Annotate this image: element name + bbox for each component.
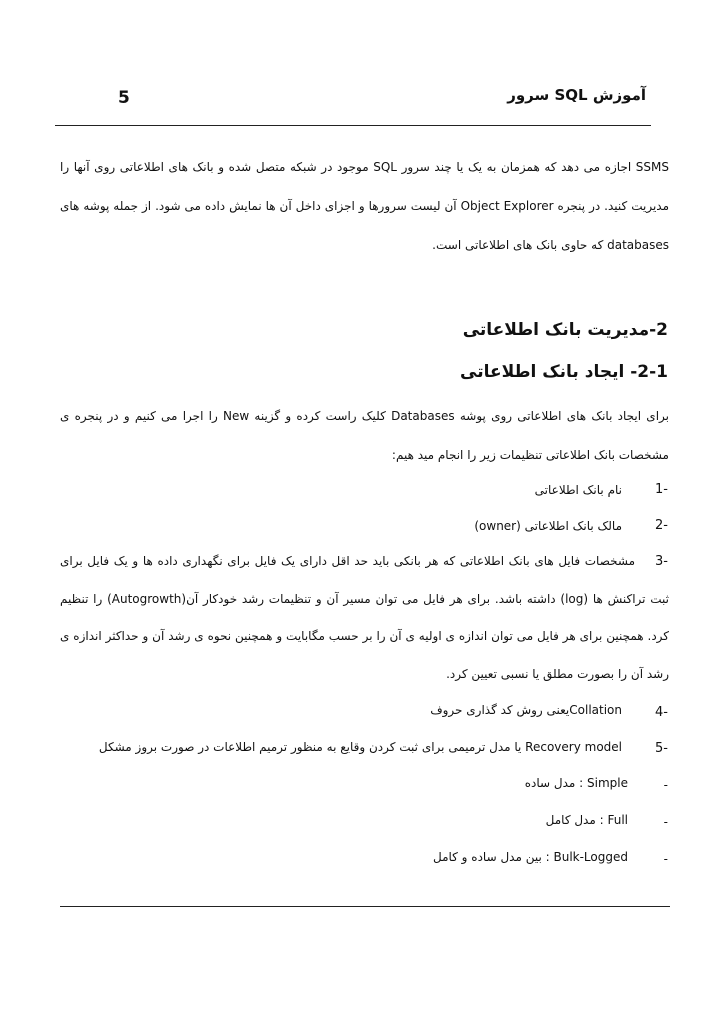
list-item-text: مالک بانک اطلاعاتی (owner) [474,519,622,533]
list-item-text: Collationیعنی روش کد گذاری حروف [430,703,622,717]
page-number: 5 [118,88,130,108]
recovery-model-bulk-logged: Bulk-Logged : بین مدل ساده و کامل [432,850,628,864]
list-item-number: 1- [655,482,668,497]
list-item-number: 5- [655,741,668,756]
list-item-text: Recovery model یا مدل ترمیمی برای ثبت کردن وقایع به منظور ترمیم اطلاعات در صورت بروز مشکل [98,740,622,754]
subsection-heading: 2-1- ایجاد بانک اطلاعاتی [460,362,668,382]
footer-divider [60,906,670,907]
section-heading: 2-مدیریت بانک اطلاعاتی [462,320,668,340]
list-bullet: - [663,778,668,792]
header-divider [55,125,651,126]
list-item-text: نام بانک اطلاعاتی [534,483,622,497]
list-item-text: مشخصات فایل های بانک اطلاعاتی که هر بانکی باید حد اقل دارای یک فایل برای نگهداری داده ها و یک فایل برای ثبت تراکنش ها (log) داشته باشد. برای هر فایل می توان مسیر آن و تنظیمات رشد خودکار آن(Autogrowth) را تنظیم کرد. همچنین برای هر فایل می توان اندازه ی اولیه ی آن را بر حسب مگابایت و همچنین نحوه ی رشد آن و حداکثر اندازه ی رشد آن را بصورت مطلق یا نسبی تعیین کرد. [60,554,670,681]
list-bullet: - [663,852,668,866]
recovery-model-full: Full : مدل کامل [545,813,628,827]
list-item-number: 2- [655,518,668,533]
list-item-number: 4- [655,705,668,720]
intro-paragraph: SSMS اجازه می دهد که همزمان به یک یا چند سرور SQL موجود در شبکه متصل شده و بانک های اطلاعاتی روی آنها را مدیریت کنید. در پنجره Object Explorer آن لیست سرورها و اجزای داخل آن ها نمایش داده می شود. از جمله پوشه های databases که حاوی بانک های اطلاعاتی است. [60,160,670,252]
list-bullet: - [663,815,668,829]
recovery-model-simple: Simple : مدل ساده [524,776,628,790]
create-database-paragraph: برای ایجاد بانک های اطلاعاتی روی پوشه Databases کلیک راست کرده و گزینه New را اجرا می کنیم و در پنجره ی مشخصات بانک اطلاعاتی تنظیمات زیر را انجام مید هیم: [60,409,669,462]
list-item-number: 3- [655,554,668,569]
header-title: آموزش SQL سرور [507,86,646,104]
